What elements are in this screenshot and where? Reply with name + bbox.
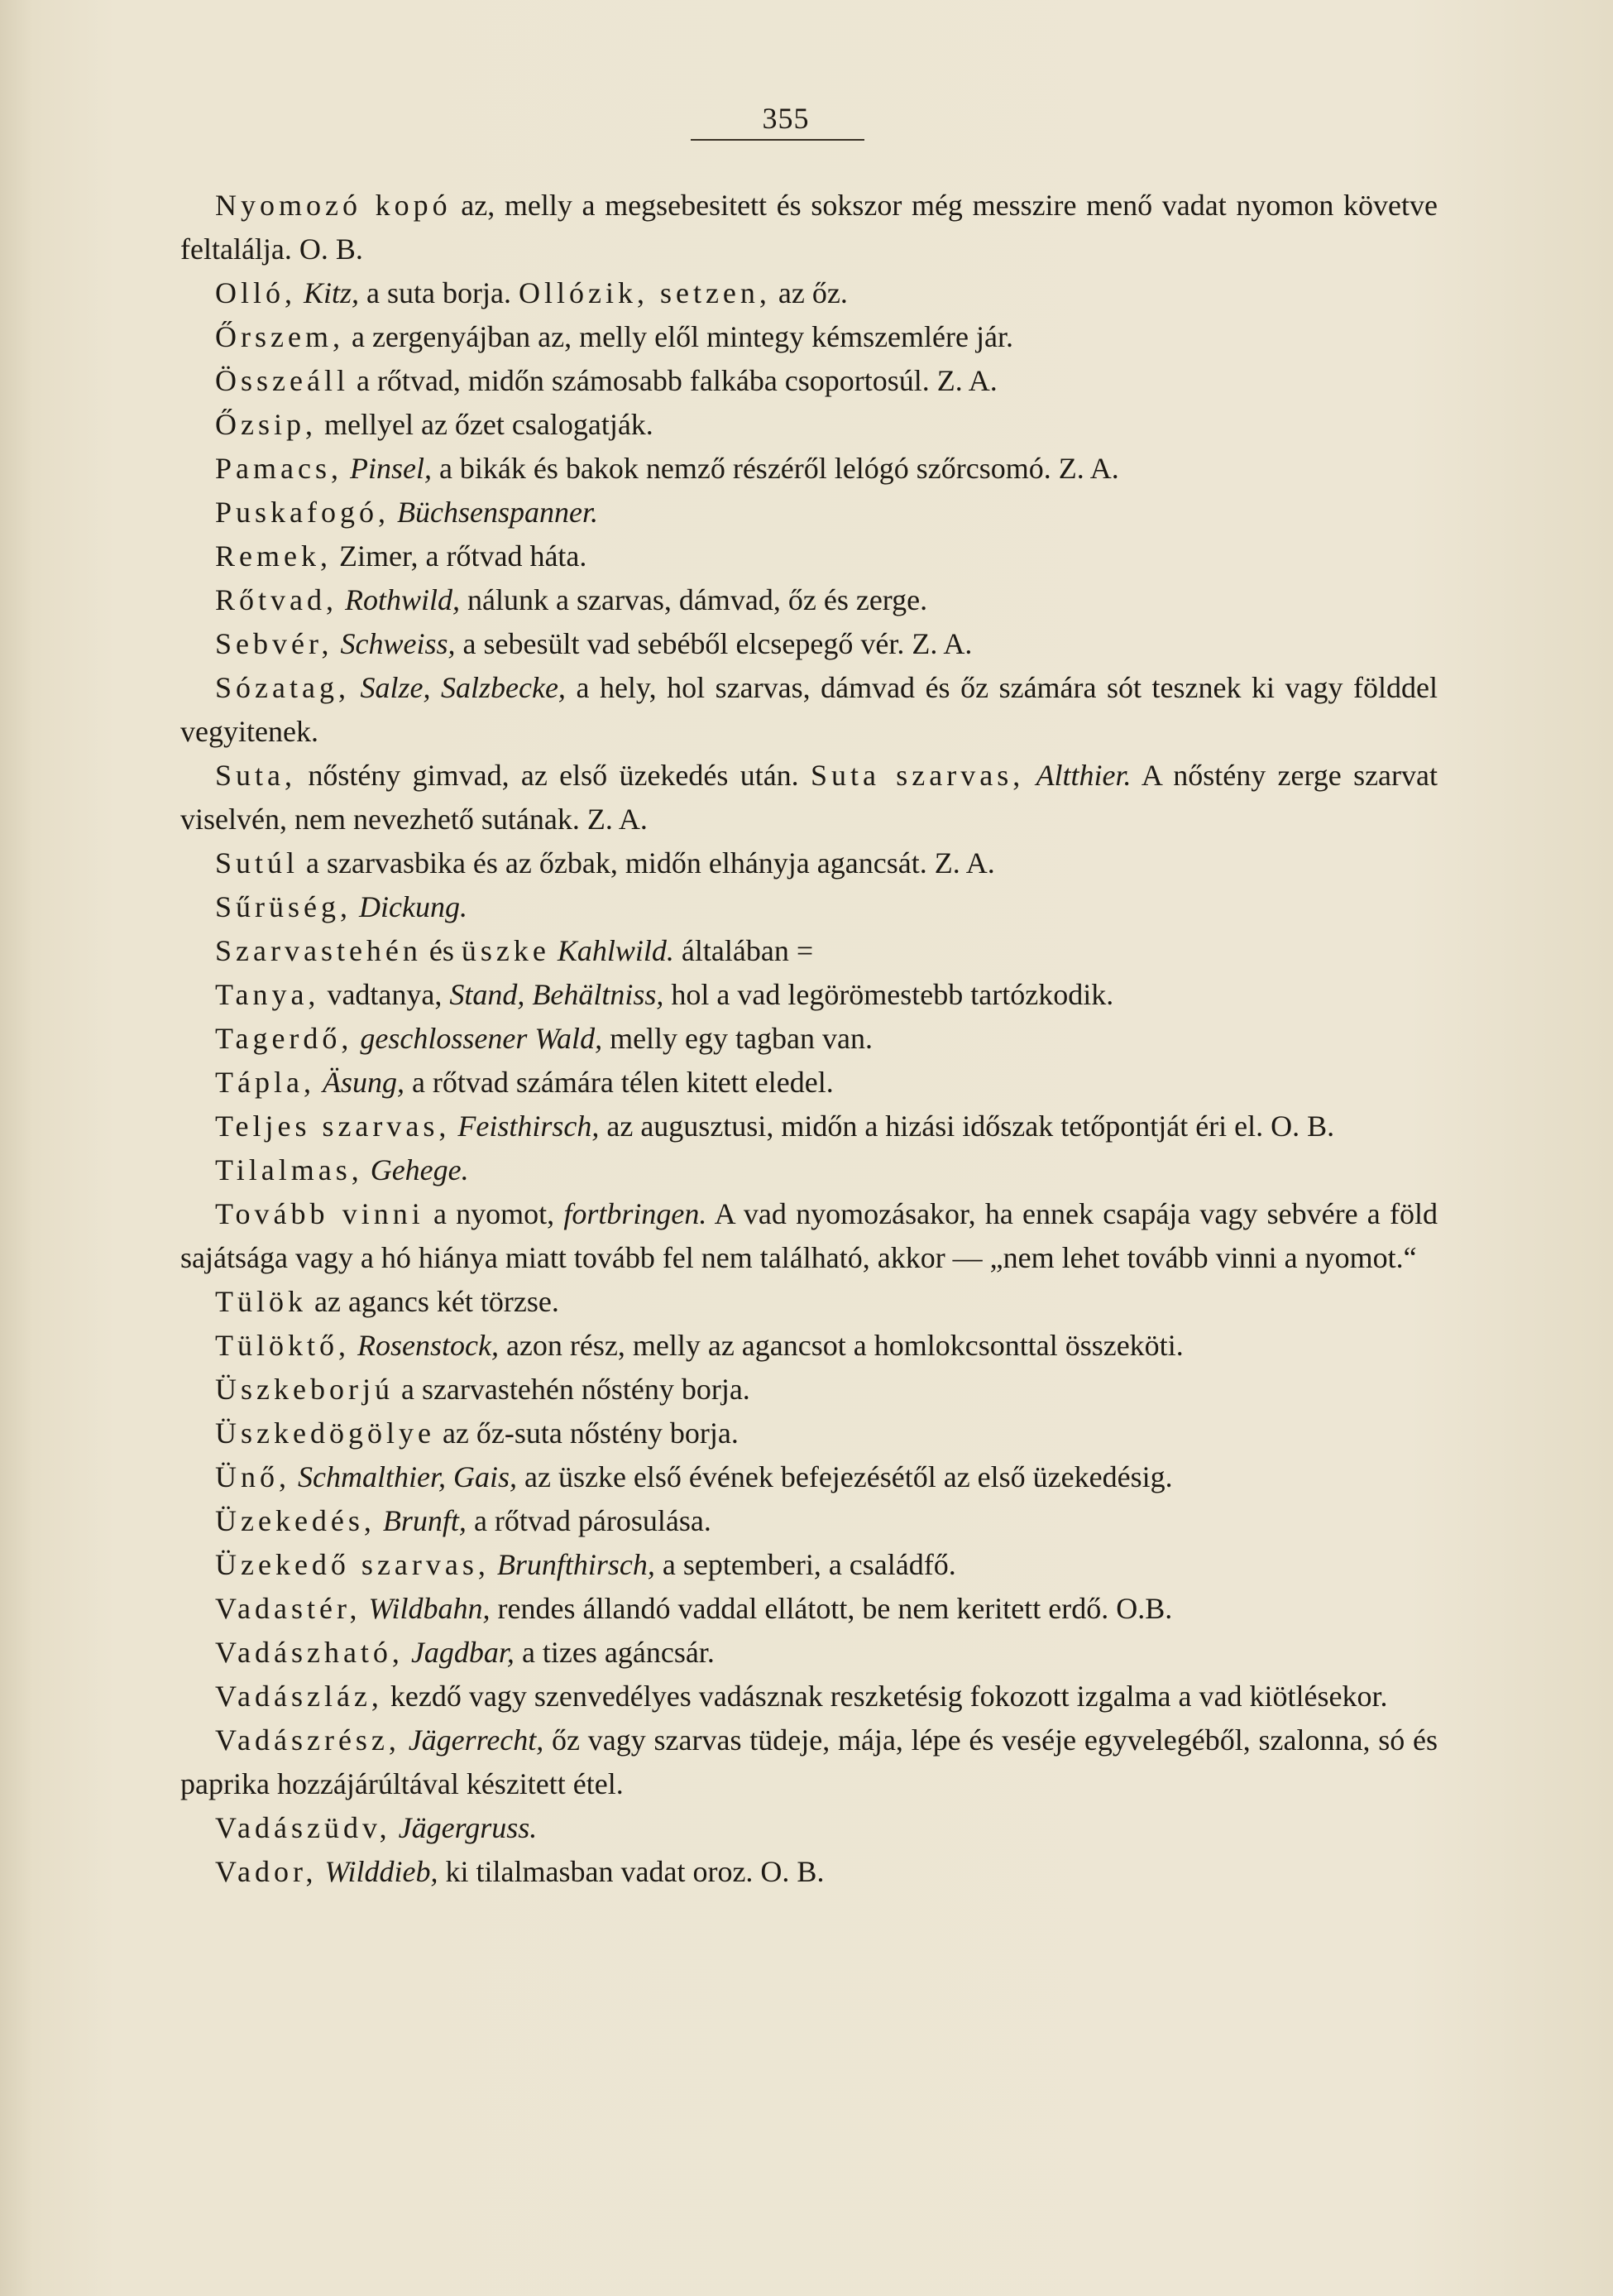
entry-german: Jägergruss.	[398, 1811, 538, 1844]
glossary-entry	[180, 1368, 1438, 1412]
entry-text: a zergenyájban az, melly elől mintegy kémszemlére jár.	[343, 320, 1013, 353]
entry-term: Üzekedő szarvas,	[215, 1548, 490, 1581]
entry-text: a bikák és bakok nemző részéről lelógó szőrcsomó. Z. A.	[431, 452, 1119, 485]
entry-text: a hely, hol szarvas, dámvad és őz számára sót tesznek ki vagy földdel vegyitenek.	[180, 671, 1438, 748]
entry-term: Ollózik, setzen,	[518, 276, 771, 309]
page-number: 355	[762, 102, 810, 135]
glossary-entry	[180, 666, 1438, 754]
entry-term: üszke	[461, 934, 550, 967]
entry-term: Üzekedés,	[215, 1504, 376, 1537]
entry-german: geschlossener Wald,	[360, 1022, 603, 1055]
entry-term: Vadászláz,	[215, 1680, 383, 1713]
entry-term: Nyomozó kopó	[215, 189, 452, 222]
entry-german: fortbringen.	[563, 1197, 707, 1230]
entry-text: Zimer, a rőtvad háta.	[331, 539, 587, 573]
entry-term: Összeáll	[215, 364, 349, 397]
header-rule	[691, 139, 864, 141]
entry-term: Tülök	[215, 1285, 307, 1318]
entry-term: Suta,	[215, 759, 297, 792]
entry-term: Vadászrész,	[215, 1723, 400, 1757]
entry-text: az augusztusi, midőn a hizási időszak tetőpontját éri el. O. B.	[599, 1110, 1335, 1143]
entry-term: Sebvér,	[215, 627, 333, 660]
entry-text: nőstény gimvad, az első üzekedés után.	[296, 759, 811, 792]
entry-term: Suta szarvas,	[810, 759, 1025, 792]
glossary-entry	[180, 622, 1438, 666]
entry-text: nálunk a szarvas, dámvad, őz és zerge.	[460, 583, 928, 616]
glossary-entry	[180, 184, 1438, 271]
entry-german: Kahlwild.	[557, 934, 674, 967]
glossary-entry	[180, 1850, 1438, 1894]
entry-german: Kitz,	[304, 276, 360, 309]
entry-text: a rőtvad számára télen kitett eledel.	[404, 1066, 834, 1099]
entry-term: Teljes szarvas,	[215, 1110, 451, 1143]
entry-term: Remek,	[215, 539, 332, 573]
entry-german: Gehege.	[370, 1153, 469, 1186]
entry-term: Olló,	[215, 276, 297, 309]
entry-term: Szarvastehén	[215, 934, 422, 967]
glossary-entry	[180, 1105, 1438, 1148]
entry-text: rendes állandó vaddal ellátott, be nem keritett erdő. O.B.	[490, 1592, 1173, 1625]
entry-text: az agancs két törzse.	[307, 1285, 559, 1318]
entry-term: Tilalmas,	[215, 1153, 363, 1186]
entry-text: a rőtvad, midőn számosabb falkába csoportosúl. Z. A.	[348, 364, 998, 397]
entry-german: Jägerrecht,	[408, 1723, 544, 1757]
glossary-entries	[180, 184, 1438, 1894]
glossary-entry	[180, 271, 1438, 315]
entry-german: Jagdbar,	[410, 1636, 515, 1669]
entry-text: a szarvastehén nőstény borja.	[393, 1373, 750, 1406]
glossary-entry	[180, 1543, 1438, 1587]
entry-text: az őz.	[770, 276, 848, 309]
glossary-entry	[180, 359, 1438, 403]
entry-term: Tülöktő,	[215, 1329, 350, 1362]
entry-text: mellyel az őzet csalogatják.	[317, 408, 653, 441]
glossary-entry	[180, 1587, 1438, 1631]
glossary-entry	[180, 1631, 1438, 1675]
glossary-entry	[180, 1017, 1438, 1061]
glossary-entry	[180, 973, 1438, 1017]
entry-term: Üszkeborjú	[215, 1373, 394, 1406]
entry-term: Vadastér,	[215, 1592, 361, 1625]
entry-text: a nyomot,	[424, 1197, 564, 1230]
entry-text: ki tilalmasban vadat oroz. O. B.	[438, 1855, 825, 1888]
entry-text: a rőtvad párosulása.	[466, 1504, 711, 1537]
entry-german: Schmalthier, Gais,	[298, 1460, 517, 1493]
entry-text: kezdő vagy szenvedélyes vadásznak reszketésig fokozott izgalma a vad kiötlésekor.	[382, 1680, 1388, 1713]
entry-text: A vad nyomozásakor, ha ennek csapája vagy sebvére a föld sajátsága vagy a hó hiánya miatt tovább fel nem található, akkor — „nem lehet tovább vinni a nyomot.“	[180, 1197, 1438, 1274]
entry-german: Feisthirsch,	[457, 1110, 600, 1143]
entry-text: azon rész, melly az agancsot a homlokcsonttal összeköti.	[498, 1329, 1184, 1362]
entry-text: melly egy tagban van.	[602, 1022, 873, 1055]
entry-text: vadtanya,	[319, 978, 450, 1011]
entry-term: Tanya,	[215, 978, 320, 1011]
entry-german: Stand, Behältniss,	[449, 978, 664, 1011]
entry-text: és	[421, 934, 462, 967]
entry-german: Wilddieb,	[324, 1855, 438, 1888]
entry-term: Őzsip,	[215, 408, 317, 441]
glossary-entry	[180, 1280, 1438, 1324]
entry-text: A nőstény zerge szarvat viselvén, nem nevezhető sutának. Z. A.	[180, 759, 1438, 836]
entry-term: Tápla,	[215, 1066, 315, 1099]
glossary-entry	[180, 578, 1438, 622]
glossary-entry	[180, 841, 1438, 885]
entry-german: Büchsenspanner.	[397, 496, 598, 529]
glossary-entry	[180, 1148, 1438, 1192]
entry-text: a sebesült vad sebéből elcsepegő vér. Z. A.	[455, 627, 973, 660]
entry-term: Ünő,	[215, 1460, 290, 1493]
entry-german: Äsung,	[322, 1066, 404, 1099]
glossary-entry	[180, 1718, 1438, 1806]
glossary-entry	[180, 1061, 1438, 1105]
glossary-entry	[180, 1455, 1438, 1499]
entry-term: Tovább vinni	[215, 1197, 424, 1230]
entry-german: Schweiss,	[340, 627, 456, 660]
entry-term: Rőtvad,	[215, 583, 337, 616]
entry-text: az üszke első évének befejezésétől az első üzekedésig.	[517, 1460, 1173, 1493]
glossary-entry	[180, 534, 1438, 578]
entry-text: a tizes agáncsár.	[514, 1636, 715, 1669]
entry-text: őz vagy szarvas tüdeje, mája, lépe és veséje egyvelegéből, szalonna, só és paprika hozzájárúltával készitett étel.	[180, 1723, 1438, 1800]
entry-german: Altthier.	[1036, 759, 1132, 792]
entry-german: Salze, Salzbecke,	[360, 671, 566, 704]
glossary-entry	[180, 754, 1438, 841]
entry-text: általában =	[673, 934, 814, 967]
glossary-entry	[180, 1675, 1438, 1718]
entry-term: Őrszem,	[215, 320, 344, 353]
glossary-entry	[180, 1192, 1438, 1280]
entry-term: Sűrüség,	[215, 890, 352, 923]
glossary-entry	[180, 1412, 1438, 1455]
entry-text: az, melly a megsebesitett és sokszor még messzire menő vadat nyomon követve feltalálja. O. B.	[180, 189, 1438, 266]
entry-text: a szarvasbika és az őzbak, midőn elhányja agancsát. Z. A.	[299, 846, 995, 880]
entry-term: Vadászható,	[215, 1636, 404, 1669]
entry-text: az őz-suta nőstény borja.	[434, 1416, 739, 1450]
glossary-entry	[180, 491, 1438, 534]
entry-german: Brunfthirsch,	[496, 1548, 655, 1581]
entry-german: Brunft,	[382, 1504, 467, 1537]
entry-term: Pamacs,	[215, 452, 342, 485]
entry-german: Wildbahn,	[368, 1592, 491, 1625]
entry-german: Dickung.	[359, 890, 467, 923]
glossary-entry	[180, 885, 1438, 929]
glossary-entry	[180, 315, 1438, 359]
entry-text: a septemberi, a családfő.	[654, 1548, 956, 1581]
glossary-entry	[180, 447, 1438, 491]
entry-german: Rothwild,	[345, 583, 461, 616]
entry-text: a suta borja.	[359, 276, 519, 309]
entry-term: Sutúl	[215, 846, 299, 880]
entry-german: Rosenstock,	[357, 1329, 499, 1362]
glossary-entry	[180, 929, 1438, 973]
glossary-entry	[180, 1324, 1438, 1368]
entry-term: Vador,	[215, 1855, 318, 1888]
glossary-entry	[180, 1499, 1438, 1543]
entry-term: Sózatag,	[215, 671, 350, 704]
entry-german: Pinsel,	[349, 452, 432, 485]
entry-term: Tagerdő,	[215, 1022, 353, 1055]
glossary-entry	[180, 403, 1438, 447]
entry-term: Üszkedögölye	[215, 1416, 435, 1450]
entry-text: hol a vad legörömestebb tartózkodik.	[663, 978, 1114, 1011]
entry-term: Puskafogó,	[215, 496, 390, 529]
glossary-entry	[180, 1806, 1438, 1850]
entry-term: Vadászüdv,	[215, 1811, 391, 1844]
